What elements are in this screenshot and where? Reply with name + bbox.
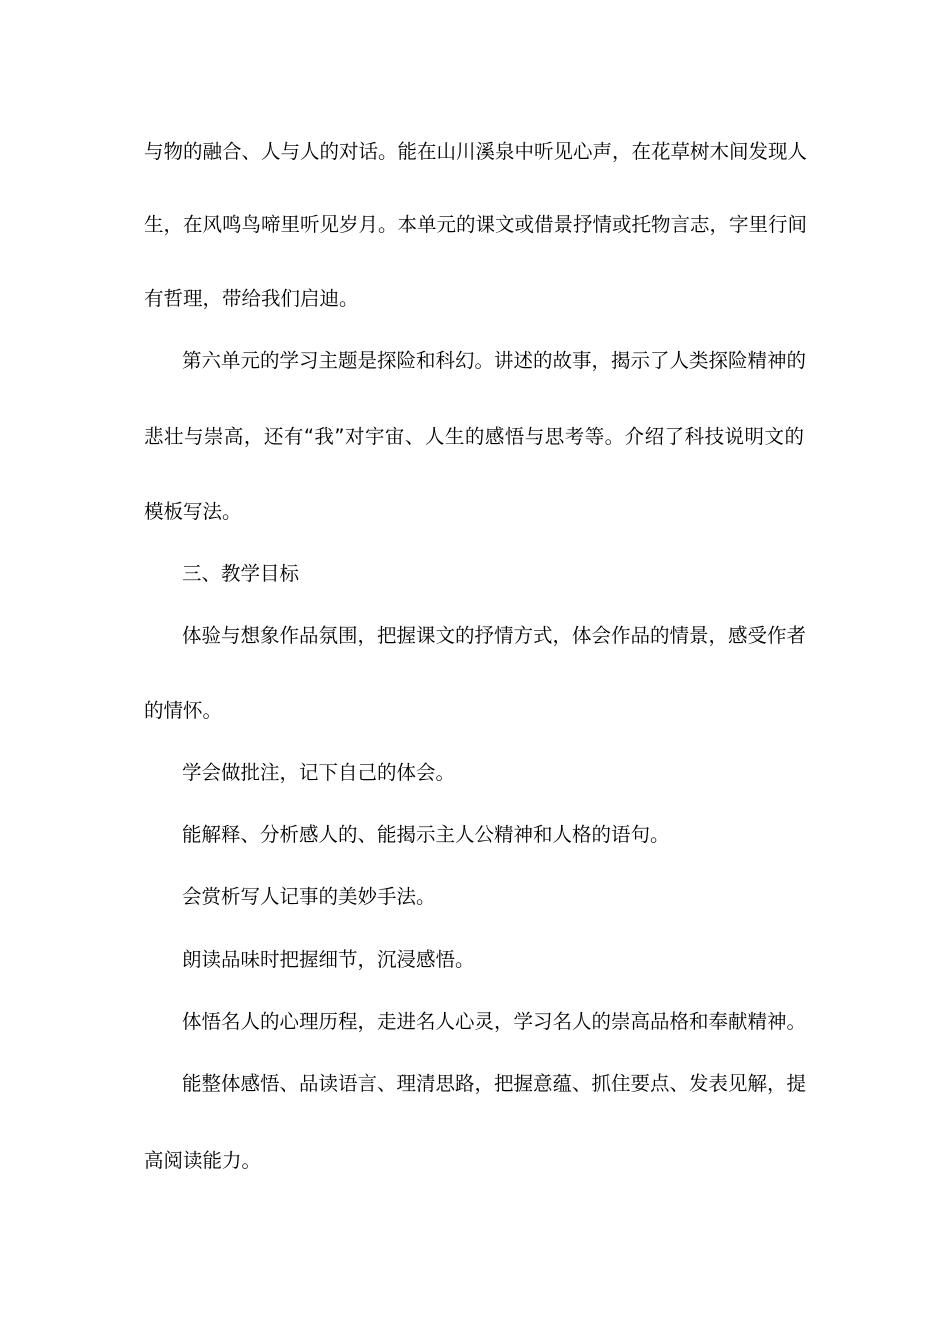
paragraph-line: 体验与想象作品氛围，把握课文的抒情方式，体会作品的情景，感受作者	[182, 624, 807, 647]
paragraph-line: 的情怀。	[144, 699, 223, 722]
objective-item: 会赏析写人记事的美妙手法。	[182, 885, 436, 908]
paragraph-line: 第六单元的学习主题是探险和科幻。讲述的故事，揭示了人类探险精神的	[182, 349, 807, 372]
objective-item: 学会做批注，记下自己的体会。	[182, 761, 456, 784]
section-heading: 三、教学目标	[182, 562, 300, 585]
paragraph-line: 模板写法。	[144, 500, 242, 523]
paragraph-line: 悲壮与崇高，还有“我”对宇宙、人生的感悟与思考等。介绍了科技说明文的	[144, 425, 804, 448]
paragraph-line: 生，在风鸣鸟啼里听见岁月。本单元的课文或借景抒情或托物言志，字里行间	[144, 213, 808, 236]
paragraph-line: 有哲理，带给我们启迪。	[144, 287, 359, 310]
objective-item: 体悟名人的心理历程，走进名人心灵，学习名人的崇高品格和奉献精神。	[182, 1010, 807, 1033]
paragraph-line: 高阅读能力。	[144, 1149, 262, 1172]
paragraph-line: 与物的融合、人与人的对话。能在山川溪泉中听见心声，在花草树木间发现人	[144, 140, 808, 163]
objective-item: 能解释、分析感人的、能揭示主人公精神和人格的语句。	[182, 823, 670, 846]
objective-item: 朗读品味时把握细节，沉浸感悟。	[182, 948, 475, 971]
paragraph-line: 能整体感悟、品读语言、理清思路，把握意蕴、抓住要点、发表见解，提	[182, 1072, 807, 1095]
